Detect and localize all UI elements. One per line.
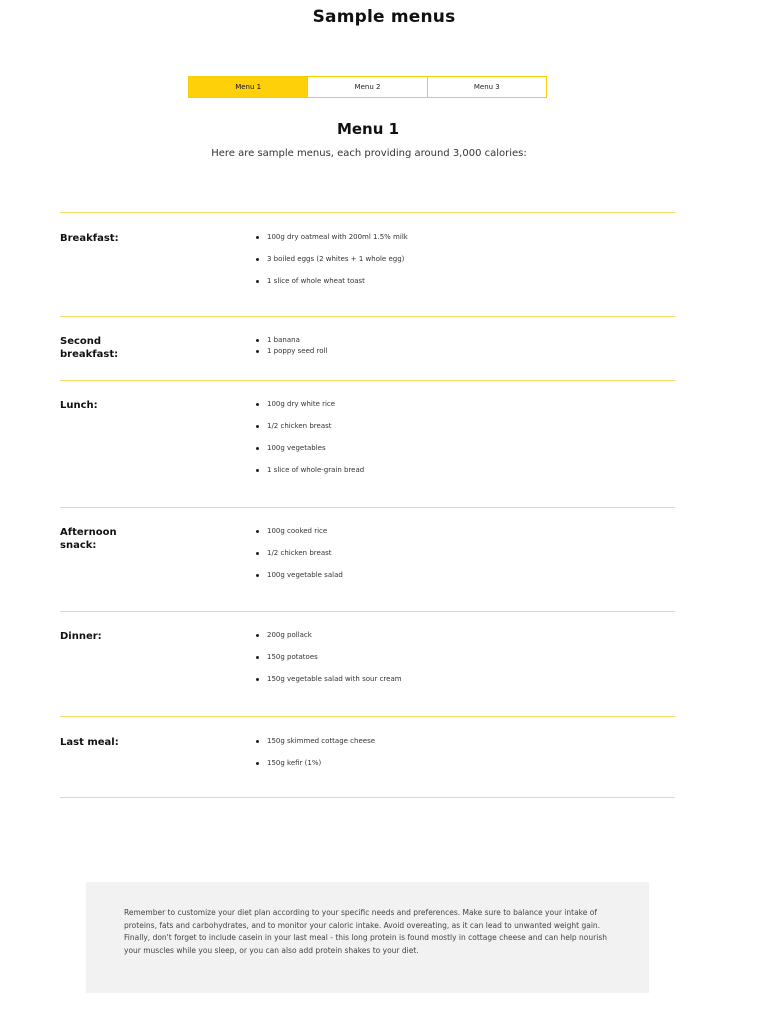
meal-afternoon-snack [60,507,675,611]
meal-items [256,631,402,683]
list-item: 200g pollack [256,631,402,639]
menu-heading: Menu 1 [336,120,400,138]
list-item: 1 slice of whole-grain bread [256,466,364,474]
list-item: 1 poppy seed roll [256,347,327,355]
meal-items [256,400,364,474]
meal-name: Second breakfast: [60,336,119,360]
meal-items [256,527,343,579]
meal-lunch [60,380,675,507]
list-item: 3 boiled eggs (2 whites + 1 whole egg) [256,255,408,263]
meal-name: Breakfast: [60,233,119,244]
tab-menu-2[interactable]: Menu 2 [308,77,427,97]
list-item: 150g skimmed cottage cheese [256,737,375,745]
menu-tabs [188,76,547,98]
meal-items [256,233,408,285]
list-item: 1 slice of whole wheat toast [256,277,408,285]
list-item: 100g dry white rice [256,400,364,408]
meal-name: Last meal: [60,737,119,748]
meal-last-meal [60,716,675,798]
meal-name: Dinner: [60,631,102,642]
meal-name: Afternoon snack: [60,527,117,551]
list-item: 1/2 chicken breast [256,422,364,430]
list-item: 100g vegetable salad [256,571,343,579]
meals-list [60,212,675,798]
meal-second-breakfast [60,316,675,380]
meal-breakfast [60,212,675,316]
list-item: 150g vegetable salad with sour cream [256,675,402,683]
list-item: 100g vegetables [256,444,364,452]
tab-menu-1[interactable]: Menu 1 [189,77,308,97]
meal-items [256,737,375,767]
meal-dinner [60,611,675,716]
tab-menu-3[interactable]: Menu 3 [428,77,546,97]
list-item: 1/2 chicken breast [256,549,343,557]
diet-tip-note: Remember to customize your diet plan according to your specific needs and preferences. Make sure to balance your intake of proteins, fats and carbohydrates, and to monitor your caloric intake. Avoid overeating, as it can lead to unwanted weight gain. Finally, don't forget to include casein in your last meal - this long protein is found mostly in cottage cheese and can help nourish your muscles while you sleep, or you can also add protein shakes to your diet. [86,882,649,993]
page-title: Sample menus [312,7,456,27]
list-item: 1 banana [256,336,327,344]
list-item: 150g kefir (1%) [256,759,375,767]
list-item: 100g dry oatmeal with 200ml 1.5% milk [256,233,408,241]
list-item: 100g cooked rice [256,527,343,535]
meal-name: Lunch: [60,400,98,411]
meal-items [256,336,327,355]
menu-intro: Here are sample menus, each providing around 3,000 calories: [211,148,527,159]
list-item: 150g potatoes [256,653,402,661]
